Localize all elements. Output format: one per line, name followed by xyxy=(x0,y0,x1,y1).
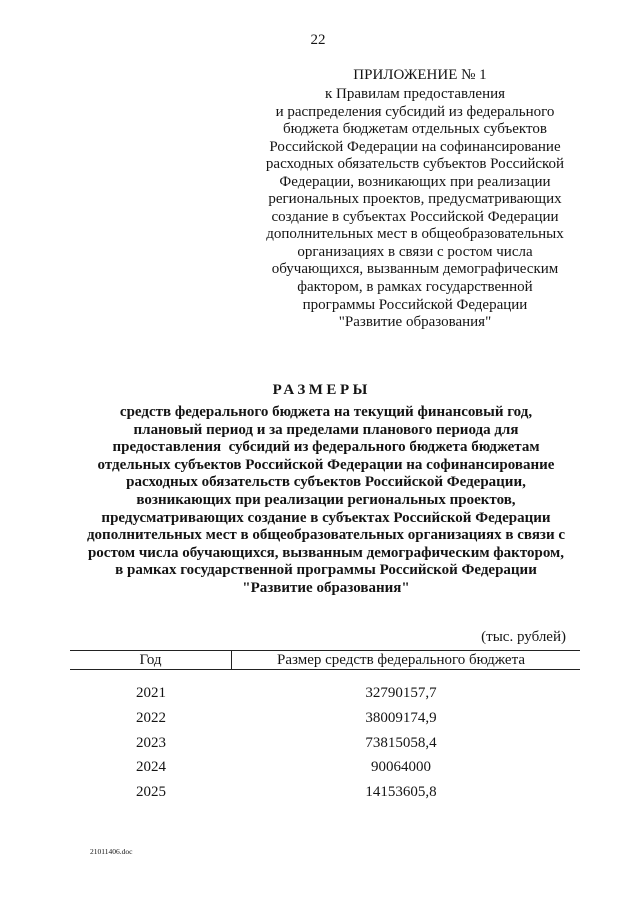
row-amount: 32790157,7 xyxy=(365,685,437,701)
appendix-line-3: бюджета бюджетам отдельных субъектов xyxy=(283,121,547,138)
budget-table xyxy=(70,650,580,805)
row-amount: 14153605,8 xyxy=(365,784,437,800)
row-year: 2023 xyxy=(136,734,166,751)
appendix-line-10: организациях в связи с ростом числа xyxy=(297,243,533,260)
subtitle-line-2: плановый период и за пределами планового периода для xyxy=(133,421,519,438)
appendix-line-1: к Правилам предоставления xyxy=(324,86,506,102)
table-row xyxy=(70,755,580,780)
appendix-line-14: "Развитие образования" xyxy=(338,314,492,331)
table-row xyxy=(70,780,580,805)
table-row xyxy=(70,706,580,731)
appendix-line-8: создание в субъектах Российской Федерации xyxy=(271,208,559,225)
appendix-line-6: Федерации, возникающих при реализации xyxy=(279,173,551,190)
subtitle-line-8: дополнительных мест в общеобразовательных организациях в связи с xyxy=(86,527,566,544)
row-amount: 38009174,9 xyxy=(365,709,437,726)
units-note: (тыс. рублей) xyxy=(481,629,566,645)
document-subtitle xyxy=(26,404,626,598)
subtitle-line-6: возникающих при реализации региональных проектов, xyxy=(136,491,516,508)
appendix-line-7: региональных проектов, предусматривающих xyxy=(268,191,562,208)
subtitle-line-4: отдельных субъектов Российской Федерации на софинансирование xyxy=(97,456,555,473)
subtitle-line-10: в рамках государственной программы Российской Федерации xyxy=(115,562,537,579)
appendix-line-11: обучающихся, вызванным демографическим xyxy=(271,261,559,278)
row-year: 2021 xyxy=(136,685,166,701)
table-row xyxy=(70,681,580,706)
table-header xyxy=(70,650,580,670)
appendix-line-13: программы Российской Федерации xyxy=(302,296,528,313)
appendix-line-12: фактором, в рамках государственной xyxy=(297,279,533,296)
subtitle-line-7: предусматривающих создание в субъектах Российской Федерации xyxy=(101,509,551,526)
header-year: Год xyxy=(70,651,232,669)
header-amount: Размер средств федерального бюджета xyxy=(277,652,525,668)
row-year: 2022 xyxy=(136,709,166,726)
row-year: 2024 xyxy=(136,759,166,776)
appendix-line-5: расходных обязательств субъектов Российской xyxy=(265,156,565,173)
document-title: РАЗМЕРЫ xyxy=(272,382,371,398)
subtitle-line-5: расходных обязательств субъектов Российской Федерации, xyxy=(126,474,526,491)
appendix-text xyxy=(215,86,615,332)
page-number: 22 xyxy=(310,32,326,48)
row-amount: 73815058,4 xyxy=(365,734,437,751)
appendix-heading: ПРИЛОЖЕНИЕ № 1 xyxy=(353,67,487,83)
file-name: 21011406.doc xyxy=(90,847,133,856)
table-row xyxy=(70,731,580,756)
row-amount: 90064000 xyxy=(371,759,431,776)
subtitle-line-1: средств федерального бюджета на текущий финансовый год, xyxy=(119,404,533,420)
subtitle-line-11: "Развитие образования" xyxy=(242,579,410,596)
appendix-line-9: дополнительных мест в общеобразовательных xyxy=(266,226,564,243)
appendix-line-2: и распределения субсидий из федерального xyxy=(275,103,555,120)
appendix-line-4: Российской Федерации на софинансирование xyxy=(269,138,561,155)
row-year: 2025 xyxy=(136,784,166,800)
subtitle-line-3: предоставления субсидий из федерального бюджета бюджетам xyxy=(112,439,540,456)
subtitle-line-9: ростом числа обучающихся, вызванным демографическим фактором, xyxy=(87,544,565,561)
table-body xyxy=(70,681,580,805)
